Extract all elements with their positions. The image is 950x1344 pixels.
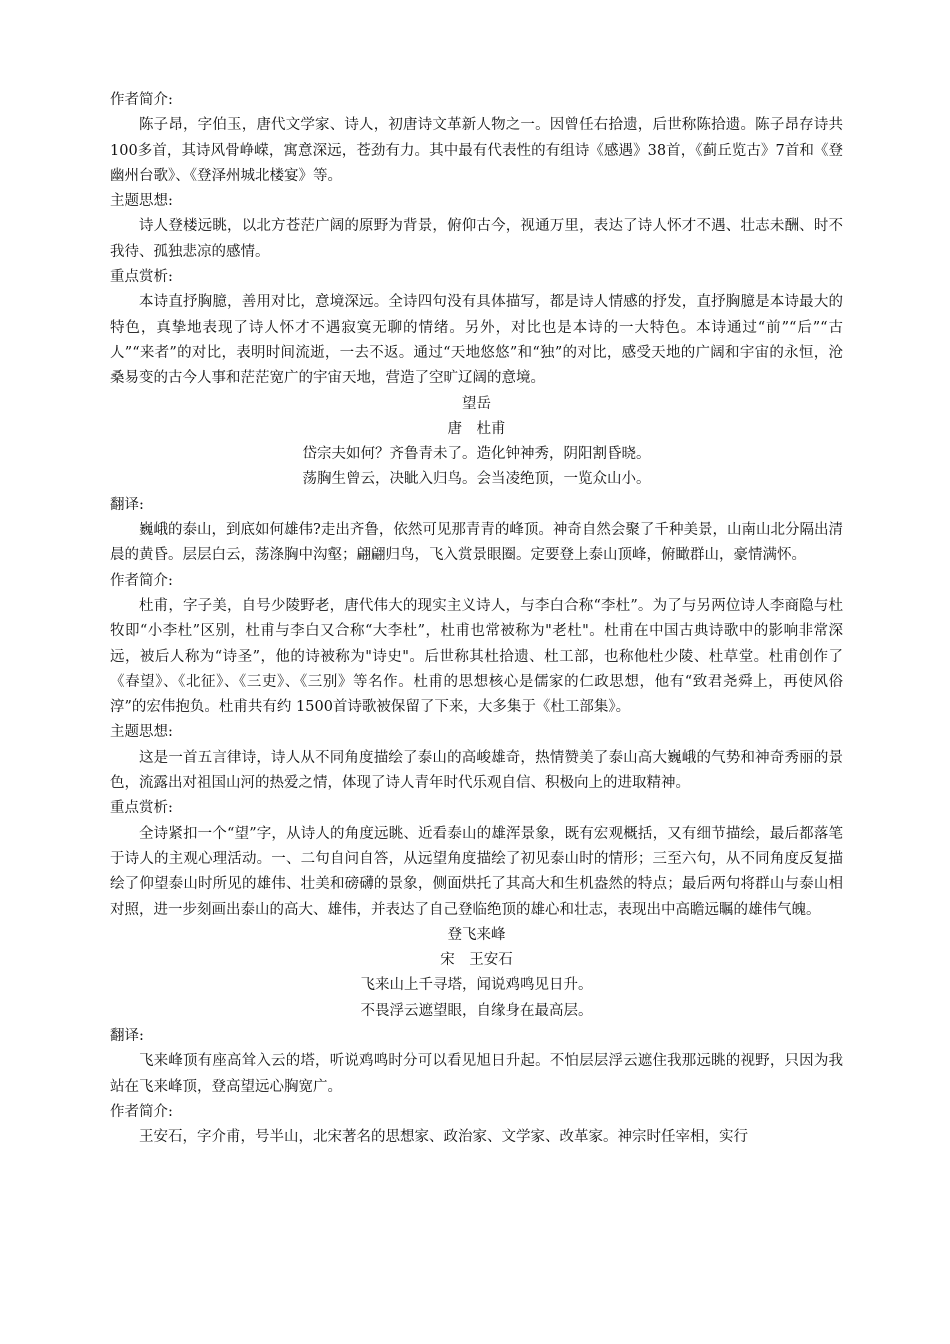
section-heading: 作者简介: [110, 92, 173, 108]
paragraph: 本诗直抒胸臆，善用对比，意境深远。全诗四句没有具体描写，都是诗人情感的抒发，直抒胸臆是本诗最大的特色，真挚地表现了诗人怀才不遇寂寞无聊的情绪。另外，对比也是本诗的一大特色。本诗通过“前”“后”“古人”“来者”的对比，表明时间流逝，一去不返。通过“天地悠悠”和“独”的对比，感受天地的广阔和宇宙的永恒，沧桑易变的古今人事和茫茫宽广的宇宙天地，营造了空旷辽阔的意境。 [110, 294, 843, 387]
poem-line: 飞来山上千寻塔，闻说鸡鸣见日升。 [360, 977, 593, 994]
document-page [110, 88, 843, 1150]
poem-author: 唐 杜甫 [447, 420, 506, 437]
paragraph: 杜甫，字子美，自号少陵野老，唐代伟大的现实主义诗人，与李白合称“李杜”。为了与另两位诗人李商隐与杜牧即“小李杜”区别，杜甫与李白又合称“大李杜”，杜甫也常被称为"老杜"。杜甫在中国古典诗歌中的影响非常深远，被后人称为“诗圣”，他的诗被称为"诗史"。后世称其杜拾遗、杜工部，也称他杜少陵、杜草堂。杜甫创作了《春望》、《北征》、《三吏》、《三别》等名作。杜甫的思想核心是儒家的仁政思想，他有“致君尧舜上，再使风俗淳”的宏伟抱负。杜甫共有约 1500首诗歌被保留了下来，大多集于《杜工部集》。 [110, 597, 843, 716]
poem-author: 宋 王安石 [440, 952, 513, 969]
paragraph: 王安石，字介甫，号半山，北宋著名的思想家、政治家、文学家、改革家。神宗时任宰相，实行 [139, 1129, 748, 1146]
section-heading: 作者简介: [110, 1103, 173, 1120]
paragraph: 巍峨的泰山，到底如何雄伟?走出齐鲁，依然可见那青青的峰顶。神奇自然会聚了千种美景，山南山北分隔出清晨的黄昏。层层白云，荡涤胸中沟壑；翩翩归鸟，飞入赏景眼圈。定要登上泰山顶峰，俯瞰群山，豪情满怀。 [110, 522, 843, 564]
poem-line: 不畏浮云遮望眼，自缘身在最高层。 [360, 1002, 593, 1019]
section-heading: 翻译: [110, 1027, 144, 1044]
paragraph: 诗人登楼远眺，以北方苍茫广阔的原野为背景，俯仰古今，视通万里，表达了诗人怀才不遇、壮志未酬、时不我待、孤独悲凉的感情。 [110, 218, 843, 260]
paragraph: 这是一首五言律诗，诗人从不同角度描绘了泰山的高峻雄奇，热情赞美了泰山高大巍峨的气势和神奇秀丽的景色，流露出对祖国山河的热爱之情，体现了诗人青年时代乐观自信、积极向上的进取精神。 [110, 749, 843, 792]
section-heading: 重点赏析: [110, 800, 173, 817]
section-heading: 主题思想: [110, 193, 173, 210]
section-heading: 重点赏析: [110, 269, 173, 286]
poem-title: 登飞来峰 [447, 926, 506, 943]
paragraph: 全诗紧扣一个“望”字，从诗人的角度远眺、近看泰山的雄浑景象，既有宏观概括，又有细节描绘，最后都落笔于诗人的主观心理活动。一、二句自问自答，从远望角度描绘了初见泰山时的情形；三至六句，从不同角度反复描绘了仰望泰山时所见的雄伟、壮美和磅礴的景象，侧面烘托了其高大和生机盎然的特点；最后两句将群山与泰山相对照，进一步刻画出泰山的高大、雄伟，并表达了自己登临绝顶的雄心和壮志，表现出中高瞻远瞩的雄伟气魄。 [110, 825, 843, 918]
section-heading: 作者简介: [110, 572, 173, 589]
paragraph: 飞来峰顶有座高耸入云的塔，听说鸡鸣时分可以看见旭日升起。不怕层层浮云遮住我那远眺的视野，只因为我站在飞来峰顶，登高望远心胸宽广。 [110, 1053, 843, 1095]
section-heading: 翻译: [110, 496, 144, 513]
poem-line: 荡胸生曾云，决眦入归鸟。会当凌绝顶，一览众山小。 [302, 471, 651, 488]
section-heading: 主题思想: [110, 724, 173, 741]
paragraph: 陈子昂，字伯玉，唐代文学家、诗人，初唐诗文革新人物之一。因曾任右拾遗，后世称陈拾遗。陈子昂存诗共100多首，其诗风骨峥嵘，寓意深远，苍劲有力。其中最有代表性的有组诗《感遇》38首，《蓟丘览古》7首和《登幽州台歌》、《登泽州城北楼宴》等。 [110, 117, 843, 184]
poem-line: 岱宗夫如何？齐鲁青未了。造化钟神秀，阴阳割昏晓。 [302, 446, 651, 463]
poem-title: 望岳 [462, 395, 491, 412]
